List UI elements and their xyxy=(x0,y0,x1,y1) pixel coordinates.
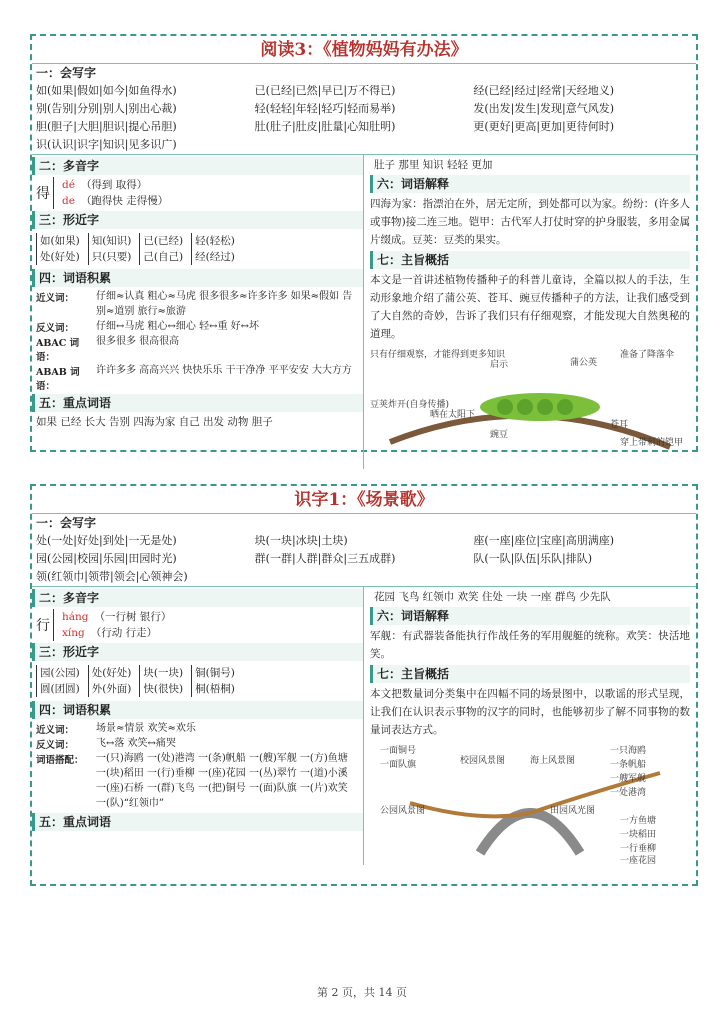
vocab-label: 反义词： xyxy=(36,323,75,334)
similar-group xyxy=(36,665,80,697)
section-summary: 七：主旨概括 xyxy=(370,665,690,683)
summary-text: 本文把数量词分类集中在四幅不同的场景图中，以歌谣的形式呈现，让我们在认识表示事物的汉字的同时，也能够初步了解不同事物的数量词表达方式。 xyxy=(370,688,690,736)
key-words: 如果 已经 长大 告别 四海为家 自己 出发 动物 胆子 xyxy=(36,416,273,428)
summary-text: 本文是一首讲述植物传播种子的科普儿童诗，全篇以拟人的手法，生动形象地介绍了蒲公英、苍耳、豌豆传播种子的方法，让我们感受到了大自然的奇妙，告诉了我们只有仔细观察，才能发现大自然奥秘的道理。 xyxy=(370,274,690,340)
vocab-row xyxy=(32,289,363,319)
write-item: 座(一座|座位|宝座|高朋满座) xyxy=(473,534,615,547)
mindmap-scenes xyxy=(370,743,690,866)
similar-char: 处(好处) xyxy=(40,251,80,263)
section-similar: 三：形近字 xyxy=(32,643,363,661)
vocab-row xyxy=(32,319,363,334)
vocab-label: 近义词： xyxy=(36,293,75,304)
write-item: 轻(轻轻|年轻|轻巧|轻而易举) xyxy=(254,102,396,115)
write-item: 更(更好|更高|更加|更待何时) xyxy=(473,120,615,133)
vocab-text: 一(只)海鸥 一(处)港湾 一(条)帆船 一(艘)军舰 一(方)鱼塘 一(块)稻田 一(行)垂柳 一(座)花园 一(丛)翠竹 一(道)小溪 一(座)石桥 一(群)飞鸟 一(把)铜号 一(面)队旗 一(片)欢笑 一(队)“红领巾” xyxy=(96,753,348,809)
similar-chars xyxy=(32,231,363,267)
mindmap-node: 蒲公英 xyxy=(570,358,598,368)
write-item: 已(已经|已然|早已|万不得已) xyxy=(254,84,396,97)
mindmap-node: 晒在太阳下 xyxy=(430,410,476,420)
write-item xyxy=(255,568,474,586)
write-item: 发(出发|发生|发现|意气风发) xyxy=(473,102,615,115)
key-words-cont: 花园 飞鸟 红领巾 欢笑 住处 一块 一座 群鸟 少先队 xyxy=(374,591,611,603)
section-similar: 三：形近字 xyxy=(32,211,363,229)
similar-group xyxy=(139,233,183,265)
mindmap-node: 豆荚炸开(自身传播) xyxy=(370,400,450,410)
similar-group xyxy=(88,665,132,697)
vocab-label: ABAB 词语： xyxy=(36,367,80,392)
mindmap-peas xyxy=(370,347,690,467)
polyphone-block xyxy=(32,609,363,641)
mindmap-node: 豌豆 xyxy=(490,430,509,440)
polyphone-block xyxy=(32,177,363,209)
write-row xyxy=(32,136,696,154)
similar-char: 轻(轻松) xyxy=(195,235,235,247)
write-row xyxy=(32,532,696,550)
mindmap-node: 公园风景图 xyxy=(380,806,426,816)
similar-char: 经(经过) xyxy=(195,251,235,263)
card-title: 阅读3：《植物妈妈有办法》 xyxy=(32,36,696,64)
lesson-card-literacy1 xyxy=(30,484,698,886)
similar-char: 知(知识) xyxy=(91,235,132,247)
write-item: 胆(胆子|大胆|胆识|提心吊胆) xyxy=(36,120,177,133)
similar-char: 已(已经) xyxy=(143,235,184,247)
pinyin-words: （一行树 银行） xyxy=(94,611,172,623)
mindmap-node: 只有仔细观察，才能得到更多知识 xyxy=(370,350,506,360)
mindmap-node: 一面铜号 xyxy=(380,746,417,756)
similar-char: 外(外面) xyxy=(91,683,132,695)
similar-char: 只(只要) xyxy=(91,251,132,263)
card-title: 识字1：《场景歌》 xyxy=(32,486,696,514)
write-item: 识(认识|识字|知识|见多识广) xyxy=(36,138,177,151)
vocab-row xyxy=(32,721,363,736)
polyphone-char: 得 xyxy=(36,186,50,202)
page-footer: 第 2 页，共 14 页 xyxy=(317,986,407,999)
mindmap-node: 一艘军舰 xyxy=(610,774,647,784)
write-item: 队(一队|队伍|乐队|排队) xyxy=(473,552,593,565)
mindmap-node: 穿上带刺的铠甲 xyxy=(620,438,684,448)
pinyin: háng xyxy=(62,611,89,623)
write-item: 处(一处|好处|到处|一无是处) xyxy=(36,534,177,547)
write-item: 经(已经|经过|经常|天经地义) xyxy=(473,84,615,97)
section-polyphone: 二：多音字 xyxy=(32,589,363,607)
mindmap-node: 一块稻田 xyxy=(620,830,657,840)
pinyin: de xyxy=(62,195,75,207)
section-vocab: 四：词语积累 xyxy=(32,701,363,719)
vocab-label: 反义词： xyxy=(36,740,75,751)
vocab-label: 词语搭配： xyxy=(36,755,84,766)
vocab-text: 飞↔落 欢笑↔痛哭 xyxy=(96,738,176,749)
vocab-text: 仔细↔马虎 粗心↔细心 轻↔重 好↔坏 xyxy=(96,321,260,332)
write-item xyxy=(255,136,474,154)
write-item: 领(红领巾|领带|领会|心领神会) xyxy=(36,570,188,583)
section-polyphone: 二：多音字 xyxy=(32,157,363,175)
write-row xyxy=(32,82,696,100)
write-item: 群(一群|人群|群众|三五成群) xyxy=(254,552,396,565)
write-item: 园(公园|校园|乐园|田园时光) xyxy=(36,552,177,565)
pinyin: dé xyxy=(62,179,75,191)
vocab-text: 场景≈情景 欢笑≈欢乐 xyxy=(96,723,196,734)
similar-group xyxy=(191,665,235,697)
write-row xyxy=(32,568,696,586)
section-vocab: 四：词语积累 xyxy=(32,269,363,287)
section-write: 一：会写字 xyxy=(36,66,97,80)
similar-group xyxy=(191,233,235,265)
pinyin-words: （跑得快 走得慢） xyxy=(80,195,169,207)
explain-text: 军舰：有武器装备能执行作战任务的军用舰艇的统称。欢笑：快活地笑。 xyxy=(370,630,690,660)
write-item xyxy=(473,568,692,586)
similar-group xyxy=(36,233,80,265)
vocab-row xyxy=(32,751,363,811)
write-item: 别(告别|分别|别人|别出心裁) xyxy=(36,102,177,115)
similar-chars xyxy=(32,663,363,699)
vocab-label: ABAC 词语： xyxy=(36,338,80,363)
similar-char: 块(一块) xyxy=(143,667,184,679)
similar-char: 园(公园) xyxy=(40,667,80,679)
section-key-words: 五：重点词语 xyxy=(32,813,363,831)
vocab-text: 很多很多 很高很高 xyxy=(96,336,180,347)
pinyin: xíng xyxy=(62,627,85,639)
mindmap-node: 海上风景图 xyxy=(530,756,576,766)
write-item: 如(如果|假如|如今|如鱼得水) xyxy=(36,84,177,97)
similar-group xyxy=(88,233,132,265)
similar-char: 处(好处) xyxy=(91,667,132,679)
write-item xyxy=(473,136,692,154)
vocab-text: 许许多多 高高兴兴 快快乐乐 干干净净 平平安安 大大方方 xyxy=(96,365,352,376)
vocab-row xyxy=(32,334,363,363)
mindmap-node: 一面队旗 xyxy=(380,760,417,770)
mindmap-node: 准备了降落伞 xyxy=(620,350,675,360)
polyphone-char: 行 xyxy=(36,618,50,634)
mindmap-node: 一方鱼塘 xyxy=(620,816,657,826)
section-write: 一：会写字 xyxy=(36,516,97,530)
vocab-text: 仔细≈认真 粗心≈马虎 很多很多≈许多许多 如果≈假如 告别≈道别 旅行≈旅游 xyxy=(96,291,353,317)
similar-char: 铜(铜号) xyxy=(195,667,235,679)
vocab-row xyxy=(32,363,363,392)
write-item: 块(一块|冰块|土块) xyxy=(254,534,348,547)
section-explain: 六：词语解释 xyxy=(370,175,690,193)
pinyin-words: （得到 取得） xyxy=(80,179,148,191)
mindmap-node: 一只海鸥 xyxy=(610,746,647,756)
lesson-card-reading3 xyxy=(30,34,698,452)
explain-text: 四海为家：指漂泊在外，居无定所，到处都可以为家。纷纷：(许多人或事物)接二连三地。铠甲：古代军人打仗时穿的护身服装，多用金属片缀成。豆荚：豆类的果实。 xyxy=(370,198,690,246)
vocab-label: 近义词： xyxy=(36,725,75,736)
mindmap-node: 校园风景图 xyxy=(460,756,506,766)
write-row xyxy=(32,550,696,568)
similar-group xyxy=(139,665,183,697)
mindmap-node: 一处港湾 xyxy=(610,788,647,798)
write-row xyxy=(32,118,696,136)
mindmap-node: 一条帆船 xyxy=(610,760,647,770)
similar-char: 桐(梧桐) xyxy=(195,683,235,695)
similar-char: 圆(团圆) xyxy=(40,683,80,695)
mindmap-node: 一行垂柳 xyxy=(620,844,657,854)
write-item: 肚(肚子|肚皮|肚量|心知肚明) xyxy=(254,120,396,133)
mindmap-node: 启示 xyxy=(490,360,509,370)
pinyin-words: （行动 行走） xyxy=(90,627,158,639)
section-explain: 六：词语解释 xyxy=(370,607,690,625)
similar-char: 己(自己) xyxy=(143,251,184,263)
mindmap-node: 苍耳 xyxy=(610,420,629,430)
write-row xyxy=(32,100,696,118)
similar-char: 如(如果) xyxy=(40,235,80,247)
section-key-words: 五：重点词语 xyxy=(32,394,363,412)
key-words-cont: 肚子 那里 知识 轻轻 更加 xyxy=(374,159,493,171)
section-summary: 七：主旨概括 xyxy=(370,251,690,269)
similar-char: 快(很快) xyxy=(143,683,184,695)
mindmap-node: 田园风光图 xyxy=(550,806,596,816)
vocab-row xyxy=(32,736,363,751)
mindmap-node: 一座花园 xyxy=(620,856,657,866)
